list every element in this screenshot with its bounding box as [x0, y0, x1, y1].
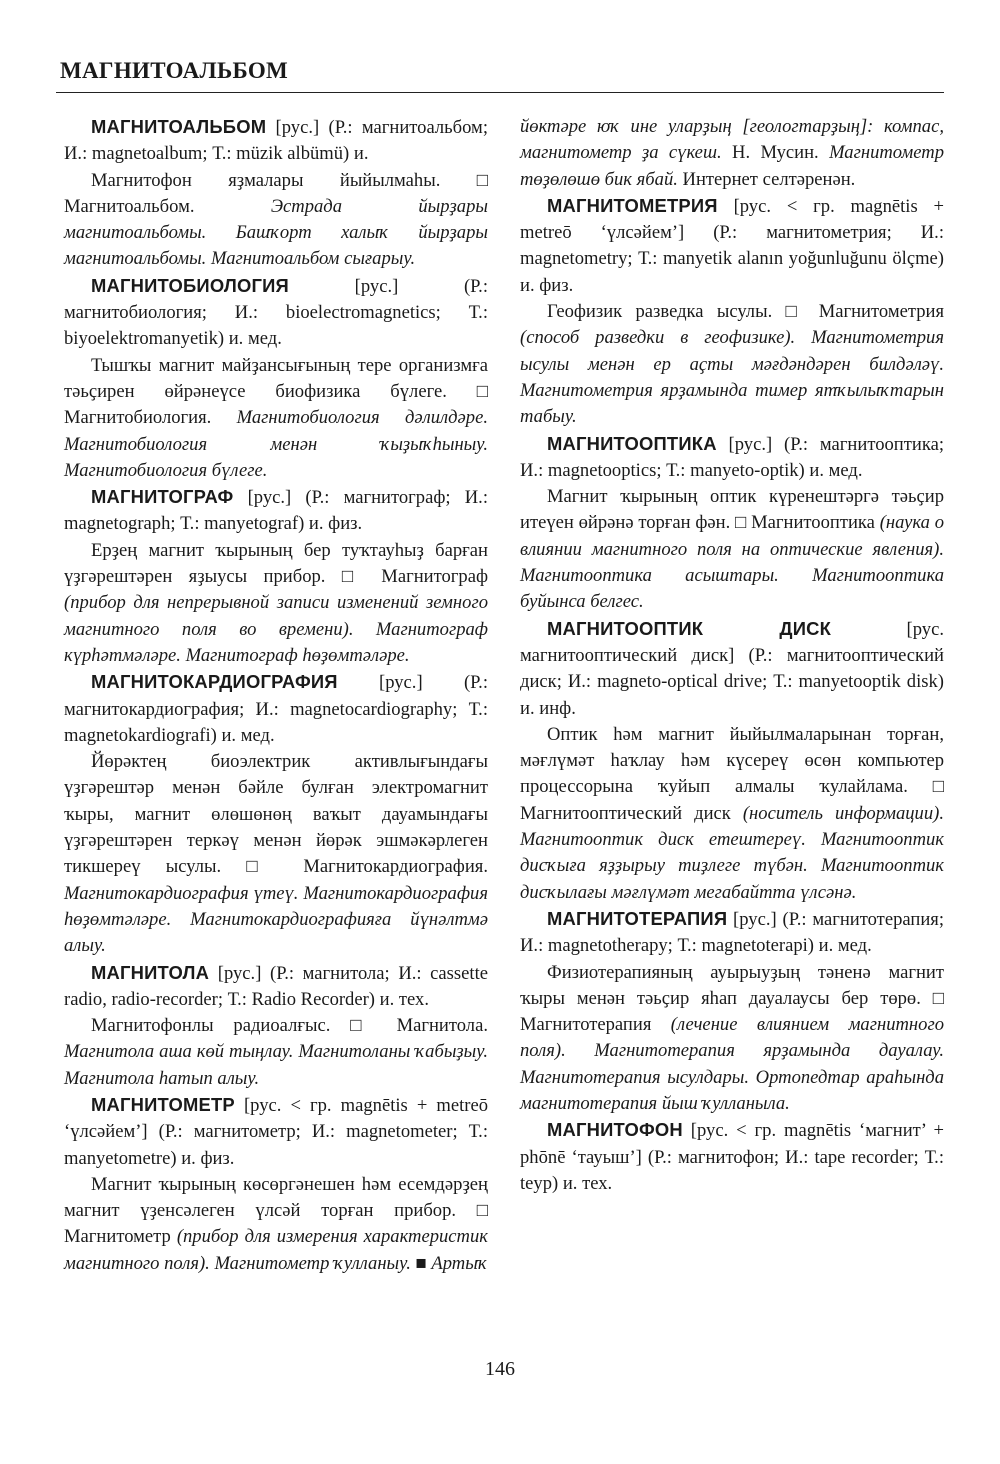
examples: (прибор для непрерывной записи изменений земного магнитного поля во времени). Магнитограф күрһәтмәләре. Магнитограф һөҙөмтәләре.	[64, 592, 488, 666]
headword: МАГНИТОФОН	[547, 1119, 683, 1141]
header-rule	[56, 92, 944, 93]
headword: МАГНИТОТЕРАПИЯ	[547, 907, 728, 929]
definition	[64, 353, 488, 484]
entry-magnitoalbom	[64, 114, 488, 168]
headword: МАГНИТОЛА	[91, 961, 210, 983]
left-column	[64, 114, 488, 1277]
page-number: 146	[485, 1358, 515, 1380]
entry-magnitooptik-disk	[520, 616, 944, 722]
definition-text: Тышҡы магнит майҙансығының тере организмға тәьҫирен өйрәнеүсе биофизика бүлеге. □ Магнитобиология.	[64, 354, 488, 429]
definition	[64, 1013, 488, 1092]
entry-magnitofon	[520, 1117, 944, 1197]
entry-magnitola	[64, 960, 488, 1014]
examples: (наука о влиянии магнитного поля на оптические явления). Магнитооптика асыштары. Магнитооптика буйынса белгес.	[520, 512, 944, 613]
headword: МАГНИТОАЛЬБОМ	[91, 116, 267, 137]
entry-info: [рус.] (Р.: магнитокардиография; И.: magnetocardiography; Т.: magnetokardiografi) и. мед.	[64, 672, 488, 746]
examples: Магнитобиология дәлилдәре. Магнитобиология менән ҡыҙыҡһыныу. Магнитобиология бүлеге.	[64, 407, 488, 481]
definition	[64, 1172, 488, 1277]
headword: МАГНИТОКАРДИОГРАФИЯ	[91, 671, 338, 693]
entry-magnitometr	[64, 1092, 488, 1172]
headword: МАГНИТООПТИКА	[547, 432, 717, 454]
definition-text: Магнитофон яҙмалары йыйылмаһы. □ Магнитоальбом.	[64, 169, 488, 217]
definition	[64, 749, 488, 959]
definition-text: Ерҙең магнит ҡырының бер туҡтауһыҙ барған үҙгәрештәрен яҙыусы прибор. □ Магнитограф	[64, 539, 488, 588]
examples: Магнитометр төҙөлөшө бик ябай.	[520, 142, 944, 190]
entry-magnitooptika	[520, 431, 944, 485]
entry-magnitometriya	[520, 193, 944, 299]
definition	[64, 168, 488, 273]
entry-magnitobiologiya	[64, 273, 488, 353]
definition	[520, 484, 944, 615]
headword: МАГНИТОМЕТРИЯ	[547, 194, 718, 216]
examples: Магнитола аша көй тыңлау. Магнитоланы ҡабыҙыу. Магнитола һатып алыу.	[64, 1041, 488, 1089]
headword: МАГНИТООПТИК ДИСК	[547, 617, 832, 639]
definition	[520, 299, 944, 430]
entry-info: [рус.] (Р.: магнитотерапия; И.: magnetotherapy; Т.: magnetoterapi) и. мед.	[520, 908, 944, 957]
definition-text: Магнит ҡырының оптик күренештәргә тәьҫир итеүен өйрәнә торған фән. □ Магнитооптика	[520, 486, 944, 534]
definition	[64, 538, 488, 669]
definition-text: Физиотерапияның ауырыуҙың тәненә магнит ҡыры менән тәьҫир яһап дауалаусы бер төрө. □ Магнитотерапия	[520, 961, 944, 1036]
definition-text: Магнитофонлы радиоалғыс. □ Магнитола.	[91, 1015, 488, 1037]
entry-info: [рус. < гр. magnētis ‘магнит’ + phōnē ‘тауыш’] (Р.: магнитофон; И.: tape recorder; Т.: teyp) и. тех.	[520, 1120, 944, 1194]
entry-info: [рус.] (Р.: магнитобиология; И.: bioelectromagnetics; Т.: biyoelektromanyetik) и. мед.	[64, 275, 488, 350]
definition-text: Магнит ҡырының көсөргәнешен һәм есемдәрҙең магнит үҙенсәлеген үлсәй торған прибор. □ Магнитометр	[64, 1173, 488, 1248]
right-column	[520, 114, 944, 1197]
headword: МАГНИТОБИОЛОГИЯ	[91, 274, 289, 296]
examples: йөктәре юҡ ине уларҙың [геологтарҙың]: компас, магнитометр ҙа сүкеш.	[520, 116, 944, 164]
source: Интернет селтәренән.	[677, 168, 856, 190]
entry-info: [рус.] (Р.: магнитола; И.: cassette radio, radio-recorder; Т.: Radio Recorder) и. тех.	[64, 962, 488, 1010]
headword: МАГНИТОГРАФ	[91, 486, 234, 508]
definition-text: Геофизик разведка ысулы. □ Магнитометрия	[547, 301, 944, 323]
examples: Магнитокардиография үтеү. Магнитокардиография һөҙөмтәләре. Магнитокардиографияға йүнәлтмә алыу.	[64, 882, 488, 957]
continued-definition	[520, 114, 944, 193]
entry-magnitokardiografiya	[64, 669, 488, 749]
examples: (способ разведки в геофизике). Магнитометрия ысулы менән ер аҫты мәғдәндәрен билдәләү. Магнитометрия ярҙамында тимер ятҡылыҡтарын табыу.	[520, 327, 944, 428]
entry-info: [рус. < гр. magnētis + metreō ‘үлсәйем’] (Р.: магнитометрия; И.: magnetometry; Т.: manyetik alanın yoğunluğunu ölçme) и. физ.	[520, 195, 944, 296]
examples: (прибор для измерения характеристик магнитного поля). Магнитометр ҡулланыу. ■ Артыҡ	[64, 1226, 488, 1274]
entry-info: [рус.] (Р.: магнитограф; И.: magnetograph; Т.: manyetograf) и. физ.	[64, 487, 488, 535]
definition	[520, 960, 944, 1118]
examples: (лечение влиянием магнитного поля). Магнитотерапия ярҙамында дауалау. Магнитотерапия ысулдары. Ортопедтар араһында магнитотерапия йыш ҡулланыла.	[520, 1014, 945, 1114]
headword: МАГНИТОМЕТР	[91, 1093, 235, 1115]
entry-info: [рус. магнитооптический диск] (Р.: магнитооптический диск; И.: magneto-optical drive; Т.: manyetooptik disk) и. инф.	[520, 618, 944, 719]
definition-text: Оптик һәм магнит йыйылмаларынан торған, мәғлүмәт һаҡлау һәм күсереү өсөн компьютер процессорына ҡуйып алмалы ҡулайлама. □ Магнитооптический диск	[520, 723, 944, 824]
entry-info: [рус. < гр. magnētis + metreō ‘үлсәйем’] (Р.: магнитометр; И.: magnetometer; Т.: manyetometre) и. физ.	[64, 1094, 488, 1169]
definition-text: Йөрәктең биоэлектрик активлығындағы үҙгәрештәр менән бәйле булған электромагнит ҡыры, магнит өлөшөнөң ваҡыт дауамындағы үҙгәрештәрен теркәү менән йөрәк эшмәкәрлеген тикшереү ысулы. □ Магнитокардиография.	[64, 751, 488, 878]
entry-magnitoterapiya	[520, 906, 944, 960]
source: Н. Мусин.	[721, 142, 830, 164]
examples: Эстрада йырҙары магнитоальбомы. Башҡорт халыҡ йырҙары магнитоальбомы. Магнитоальбом сығарыу.	[64, 195, 488, 270]
definition	[520, 722, 944, 906]
entry-info: [рус.] (Р.: магнитоальбом; И.: magnetoalbum; Т.: müzik albümü) и.	[64, 117, 488, 165]
entry-info: [рус.] (Р.: магнитооптика; И.: magnetooptics; Т.: manyeto-optik) и. мед.	[520, 433, 944, 481]
entry-magnitograf	[64, 484, 488, 538]
running-head: МАГНИТОАЛЬБОМ	[60, 58, 289, 83]
examples: (носитель информации). Магнитооптик диск етештереү. Магнитооптик дисҡыға яҙҙырыу тиҙлеге түбән. Магнитооптик дисҡылағы мәғлүмәт мегабайтта үлсәнә.	[520, 802, 944, 903]
